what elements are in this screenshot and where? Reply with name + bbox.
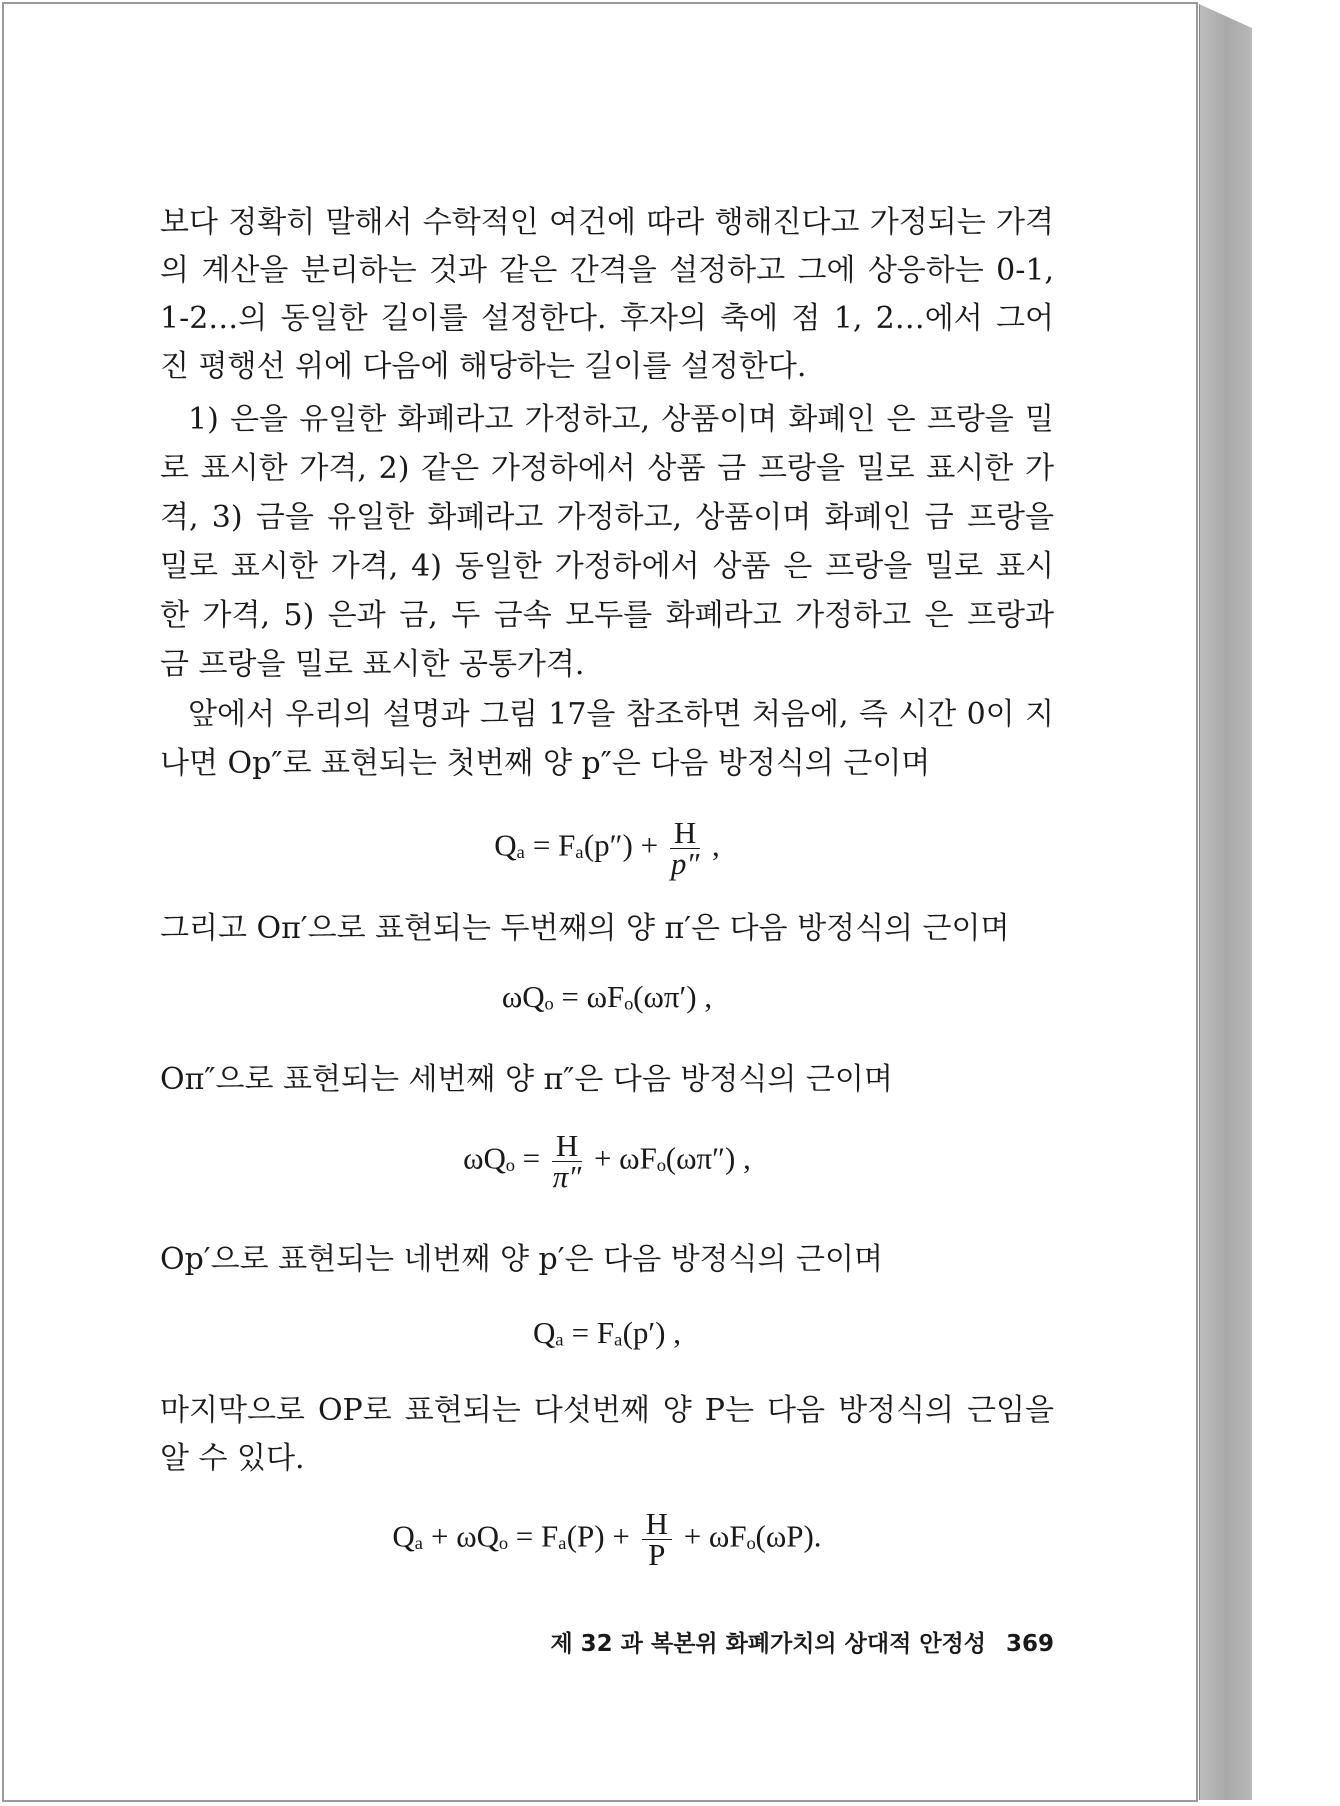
paragraph-line: 금 프랑을 밀로 표시한 공통가격. xyxy=(160,647,585,682)
equation-part: ωQₒ = xyxy=(463,1140,548,1176)
paragraph-line: 밀로 표시한 가격, 4) 동일한 가정하에서 상품 은 프랑을 밀로 표시 xyxy=(160,549,1054,584)
fraction-denominator: P xyxy=(648,1537,666,1572)
equation-part: + ωFₒ(ωP). xyxy=(675,1518,822,1554)
paragraph-line: 마지막으로 OP로 표현되는 다섯번째 양 P는 다음 방정식의 근임을 xyxy=(160,1393,1054,1428)
equation-part: Qₐ + ωQₒ = Fₐ(P) + xyxy=(392,1518,638,1554)
fraction-numerator: H xyxy=(642,1509,672,1540)
equation-2: ωQₒ = ωFₒ(ωπ′) , xyxy=(501,979,713,1014)
paragraph-line: 보다 정확히 말해서 수학적인 여건에 따라 행해진다고 가정되는 가격 xyxy=(160,205,1054,240)
equation-4: Qₐ = Fₐ(p′) , xyxy=(533,1315,681,1350)
equation-5 xyxy=(160,1506,1054,1572)
fraction-denominator: π″ xyxy=(552,1159,582,1194)
paragraph-line: 앞에서 우리의 설명과 그림 17을 참조하면 처음에, 즉 시간 0이 지 xyxy=(188,697,1054,732)
paragraph-line: 의 계산을 분리하는 것과 같은 간격을 설정하고 그에 상응하는 0-1, xyxy=(160,253,1054,288)
paragraph-line: 격, 3) 금을 유일한 화폐라고 가정하고, 상품이며 화폐인 금 프랑을 xyxy=(160,500,1054,535)
equation-part: + ωFₒ(ωπ″) , xyxy=(586,1140,751,1176)
paragraph-line: Op′으로 표현되는 네번째 양 p′은 다음 방정식의 근이며 xyxy=(160,1242,883,1277)
paragraph-line: 알 수 있다. xyxy=(160,1441,305,1476)
fraction xyxy=(642,1506,672,1572)
paragraph-line: 로 표시한 가격, 2) 같은 가정하에서 상품 금 프랑을 밀로 표시한 가 xyxy=(160,451,1054,486)
paragraph-line: 한 가격, 5) 은과 금, 두 금속 모두를 화폐라고 가정하고 은 프랑과 xyxy=(160,598,1054,633)
fraction-numerator: H xyxy=(552,1131,582,1162)
fraction xyxy=(552,1128,582,1194)
paragraph-line: 1-2…의 동일한 길이를 설정한다. 후자의 축에 점 1, 2…에서 그어 xyxy=(160,301,1054,336)
paragraph-line: 나면 Op″로 표현되는 첫번째 양 p″은 다음 방정식의 근이며 xyxy=(160,746,931,781)
equation-3 xyxy=(160,1128,1054,1194)
paragraph-line: 진 평행선 위에 다음에 해당하는 길이를 설정한다. xyxy=(160,349,807,384)
paragraph-line: Oπ″으로 표현되는 세번째 양 π″은 다음 방정식의 근이며 xyxy=(160,1062,893,1097)
fraction-numerator: H xyxy=(670,818,700,849)
book-page xyxy=(2,2,1198,1802)
fraction-denominator: p″ xyxy=(670,846,700,881)
page-number: 369 xyxy=(1005,1631,1054,1657)
running-footer xyxy=(160,1625,1054,1658)
chapter-title: 제 32 과 복본위 화폐가치의 상대적 안정성 xyxy=(550,1631,986,1657)
paragraph-line: 1) 은을 유일한 화폐라고 가정하고, 상품이며 화폐인 은 프랑을 밀 xyxy=(188,402,1054,437)
equation-part: , xyxy=(704,827,720,863)
paragraph-line: 그리고 Oπ′으로 표현되는 두번째의 양 π′은 다음 방정식의 근이며 xyxy=(160,911,1010,946)
book-page-edge xyxy=(1199,4,1252,1800)
fraction xyxy=(670,815,700,881)
equation-part: Qₐ = Fₐ(p″) + xyxy=(494,827,666,863)
equation-1 xyxy=(160,815,1054,881)
